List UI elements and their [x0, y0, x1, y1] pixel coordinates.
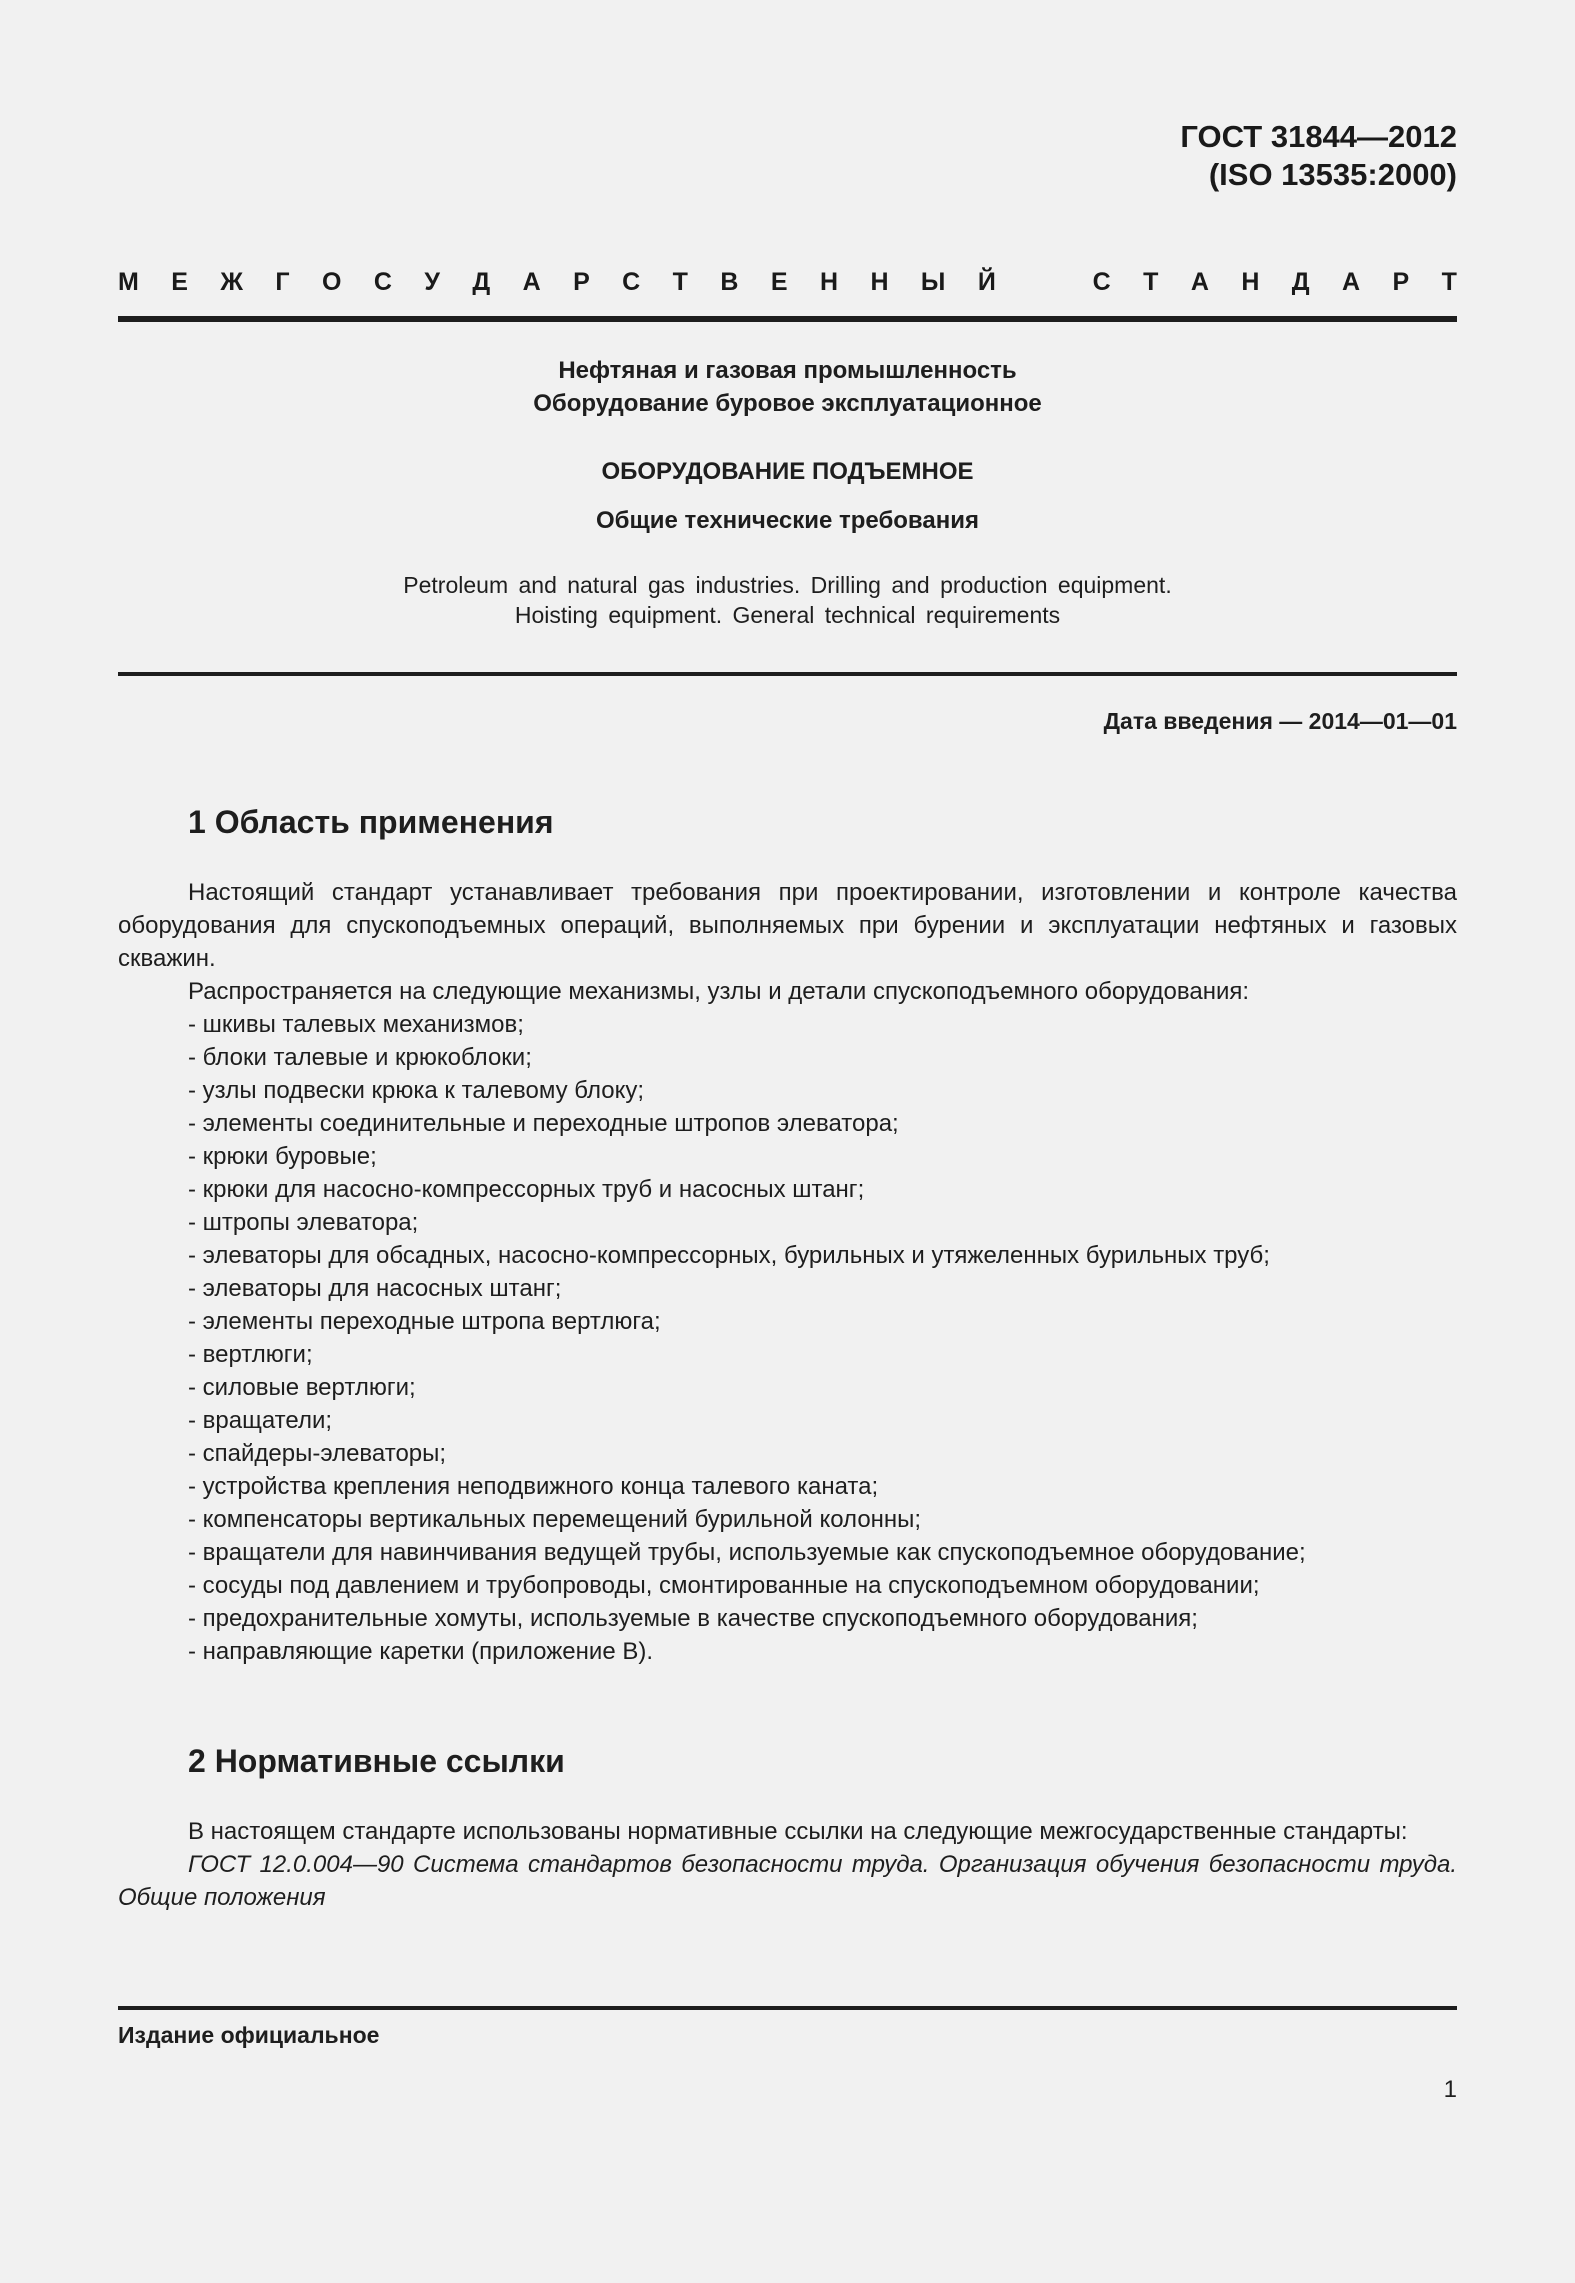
list-item: - элементы соединительные и переходные штропов элеватора; [188, 1110, 899, 1137]
banner-letter: Н [1241, 268, 1260, 296]
list-item: - устройства крепления неподвижного конца талевого каната; [188, 1473, 879, 1500]
banner-letter: О [322, 268, 342, 296]
banner-letter: А [522, 268, 541, 296]
banner-letter: Н [870, 268, 889, 296]
list-item: - штропы элеватора; [188, 1209, 419, 1236]
banner-letter: Р [1392, 268, 1410, 296]
list-item: - компенсаторы вертикальных перемещений бурильной колонны; [188, 1506, 922, 1533]
section-1-scope-intro: Распространяется на следующие механизмы, узлы и детали спускоподъемного оборудования: [188, 978, 1250, 1005]
banner-letter: Д [1291, 268, 1310, 296]
banner-letter: Р [573, 268, 590, 296]
english-title-line2: Hoisting equipment. General technical requirements [514, 602, 1061, 628]
list-item: - крюки буровые; [188, 1143, 377, 1170]
list-item: - направляющие каретки (приложение В). [188, 1638, 653, 1665]
list-item: - вращатели; [188, 1407, 333, 1434]
document-subtitle: Общие технические требования [596, 507, 979, 534]
list-item: - элементы переходные штропа вертлюга; [188, 1308, 661, 1335]
industry-title-line1: Нефтяная и газовая промышленность [558, 357, 1017, 384]
english-title-line1: Petroleum and natural gas industries. Drilling and production equipment. [403, 572, 1172, 598]
footer-rule [118, 2006, 1457, 2010]
list-item: - шкивы талевых механизмов; [188, 1011, 524, 1038]
section-2-heading: 2 Нормативные ссылки [188, 1743, 565, 1779]
standard-code-iso: (ISO 13535:2000) [1208, 157, 1457, 192]
banner-letter: Ы [920, 268, 946, 296]
official-edition-note: Издание официальное [118, 2022, 380, 2048]
section-2-body [118, 1815, 1457, 1914]
banner-letter: Й [977, 268, 996, 296]
standard-code [1180, 118, 1457, 194]
list-item: - узлы подвески крюка к талевому блоку; [188, 1077, 645, 1104]
list-item: - вертлюги; [188, 1341, 313, 1368]
section-1-body [118, 876, 1457, 1668]
banner-letter: Н [819, 268, 839, 296]
banner-letter: В [720, 268, 739, 296]
list-item: - элеваторы для обсадных, насосно-компрессорных, бурильных и утяжеленных бурильных труб; [188, 1242, 1270, 1269]
banner-letter: Е [171, 268, 188, 296]
banner-letter: Г [275, 268, 290, 296]
banner-letter: С [622, 268, 641, 296]
list-item: - крюки для насосно-компрессорных труб и насосных штанг; [188, 1176, 865, 1203]
banner-letter: У [424, 268, 440, 296]
banner-letter: А [1342, 268, 1361, 296]
list-item: - силовые вертлюги; [188, 1374, 416, 1401]
banner-letter: Ж [220, 268, 243, 296]
page-number: 1 [1443, 2076, 1457, 2103]
banner-letter: А [1190, 268, 1209, 296]
banner-letter: Т [1441, 268, 1457, 296]
banner-letter: С [373, 268, 392, 296]
list-item: - спайдеры-элеваторы; [188, 1440, 447, 1467]
list-item: - вращатели для навинчивания ведущей трубы, используемые как спускоподъемное оборудование; [188, 1539, 1306, 1566]
industry-title [118, 354, 1457, 420]
banner-letter: М [118, 268, 139, 296]
section-1-heading: 1 Область применения [188, 804, 554, 840]
section-2-paragraph: В настоящем стандарте использованы нормативные ссылки на следующие межгосударственные стандарты: [188, 1818, 1408, 1845]
normative-reference: ГОСТ 12.0.004—90 Система стандартов безопасности труда. Организация обучения безопасности труда. Общие положения [118, 1851, 1457, 1911]
header-rule [118, 316, 1457, 322]
section-1-paragraph: Настоящий стандарт устанавливает требования при проектировании, изготовлении и контроле качества оборудования для спускоподъемных операций, выполняемых при бурении и эксплуатации нефтяных и газовых скважин. [118, 879, 1457, 972]
industry-title-line2: Оборудование буровое эксплуатационное [533, 390, 1042, 417]
banner-letter: Т [1143, 268, 1159, 296]
banner-letter: Е [770, 268, 788, 296]
banner-word-gap [1028, 268, 1060, 297]
banner-letter: С [1092, 268, 1111, 296]
list-item: - сосуды под давлением и трубопроводы, смонтированные на спускоподъемном оборудовании; [188, 1572, 1260, 1599]
banner-letter: Т [672, 268, 688, 296]
banner-letter: Д [472, 268, 491, 296]
scope-list-continued [118, 1569, 1457, 1668]
list-item: - элеваторы для насосных штанг; [188, 1275, 562, 1302]
standard-code-gost: ГОСТ 31844—2012 [1180, 119, 1457, 154]
effective-date: Дата введения — 2014—01—01 [1103, 708, 1457, 734]
english-title [118, 570, 1457, 630]
interstate-standard-banner [118, 268, 1457, 297]
scope-list [118, 1008, 1457, 1536]
title-rule [118, 672, 1457, 676]
document-title: ОБОРУДОВАНИЕ ПОДЪЕМНОЕ [601, 458, 974, 485]
list-item: - блоки талевые и крюкоблоки; [188, 1044, 532, 1071]
list-item: - предохранительные хомуты, используемые в качестве спускоподъемного оборудования; [188, 1605, 1198, 1632]
